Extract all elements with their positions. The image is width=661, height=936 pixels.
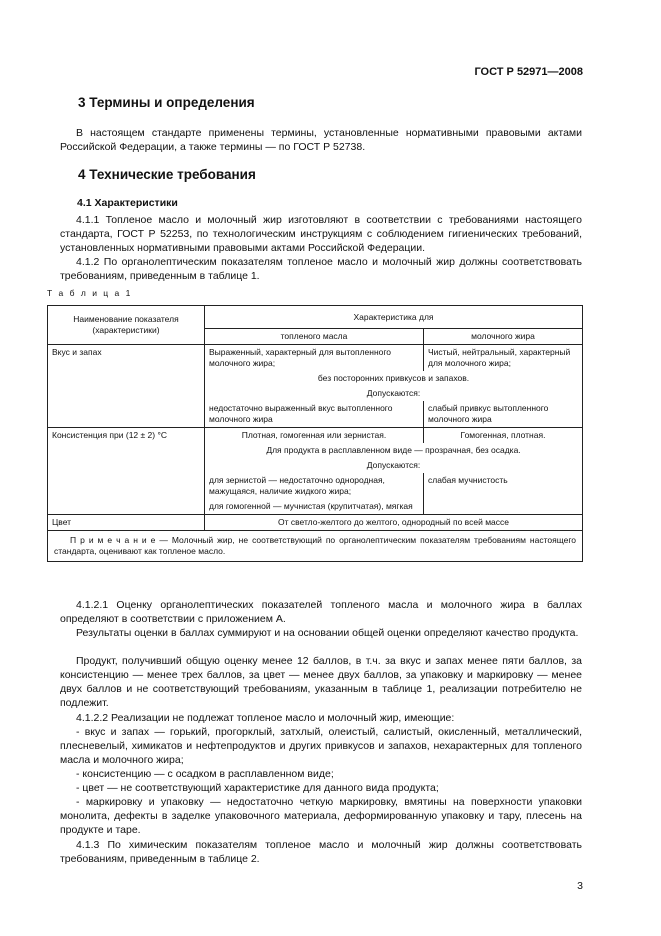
col-header-characteristic: Характеристика для bbox=[205, 306, 583, 329]
paragraph-4-1-2-2: 4.1.2.2 Реализации не подлежат топленое масло и молочный жир, имеющие: bbox=[76, 712, 455, 724]
list-item: - вкус и запах — горький, прогорклый, затхлый, олеистый, салистый, окисленный, металлический, плесневелый, химикатов и нефтепродуктов и других привкусов и запахов, нехарактерных для топленого масла и молочного жира; bbox=[60, 726, 582, 766]
color-value: От светло-желтого до желтого, однородный по всей массе bbox=[205, 515, 583, 531]
taste-fat: Чистый, нейтральный, характерный для молочного жира; bbox=[424, 345, 583, 372]
paragraph-results: Результаты оценки в баллах суммируют и на основании общей оценки определяют качество продукта. bbox=[76, 627, 579, 639]
col-header-butter: топленого масла bbox=[205, 329, 424, 345]
taste-fat-allowed: слабый привкус вытопленного молочного жира bbox=[424, 401, 583, 428]
paragraph-4-1-2-1: 4.1.2.1 Оценку органолептических показателей топленого масла и молочного жира в баллах определяют в соответствии с приложением А. bbox=[60, 599, 582, 625]
table-note-row bbox=[48, 531, 583, 562]
section-4-title: 4 Технические требования bbox=[78, 167, 256, 182]
consistency-fat: Гомогенная, плотная. bbox=[424, 428, 583, 444]
table-row bbox=[48, 428, 583, 444]
table-note: П р и м е ч а н и е — Молочный жир, не соответствующий по органолептическим показателям требованиям настоящего стандарта, оценивают как топленое масло. bbox=[48, 531, 583, 562]
col-header-fat: молочного жира bbox=[424, 329, 583, 345]
table-caption: Т а б л и ц а 1 bbox=[47, 288, 133, 298]
paragraph-4-1-1: 4.1.1 Топленое масло и молочный жир изготовляют в соответствии с требованиями настоящего стандарта, ГОСТ Р 52253, по технологическим инструкциям с соблюдением гигиенических требований, установленных нормативными правовыми актами Российской Федерации. bbox=[60, 214, 582, 254]
taste-common: без посторонних привкусов и запахов. bbox=[205, 371, 583, 386]
section-3-title: 3 Термины и определения bbox=[78, 95, 255, 110]
taste-allowed-label: Допускаются: bbox=[205, 386, 583, 401]
consistency-butter: Плотная, гомогенная или зернистая. bbox=[205, 428, 424, 444]
taste-butter: Выраженный, характерный для вытопленного молочного жира; bbox=[205, 345, 424, 372]
col-header-name: Наименование показателя (характеристики) bbox=[48, 306, 205, 345]
list-item: - консистенцию — с осадком в расплавленном виде; bbox=[76, 768, 334, 780]
list-item: - цвет — не соответствующий характеристике для данного вида продукта; bbox=[76, 782, 439, 794]
list-item: - маркировку и упаковку — недостаточно четкую маркировку, вмятины на поверхности упаковки монолита, дефекты в заделке упаковочного материала, деформированную упаковку и тару, плесень на продукте и таре. bbox=[60, 796, 582, 836]
table-row bbox=[48, 515, 583, 531]
subsection-4-1-title: 4.1 Характеристики bbox=[77, 197, 178, 209]
consistency-butter-allowed-1: для зернистой — недостаточно однородная, мажущаяся, наличие жидкого жира; bbox=[205, 473, 424, 499]
page-header: ГОСТ Р 52971—2008 bbox=[474, 66, 583, 78]
paragraph-product: Продукт, получивший общую оценку менее 12 баллов, в т.ч. за вкус и запах менее пяти баллов, за консистенцию — менее трех баллов, за цвет — менее двух баллов, за упаковку и маркировку — менее двух баллов и не соответствующий требованиям, указанным в таблице 1, реализации потребителю не подлежит. bbox=[60, 655, 582, 709]
section-3-text: В настоящем стандарте применены термины, установленные нормативными правовыми актами Российской Федерации, а также термины — по ГОСТ Р 52738. bbox=[60, 127, 582, 153]
paragraph-4-1-2: 4.1.2 По органолептическим показателям топленое масло и молочный жир должны соответствовать требованиям, приведенным в таблице 1. bbox=[60, 256, 582, 282]
taste-butter-allowed: недостаточно выраженный вкус вытопленного молочного жира bbox=[205, 401, 424, 428]
row-consistency-name: Консистенция при (12 ± 2) °С bbox=[48, 428, 205, 515]
consistency-allowed-label: Допускаются: bbox=[205, 458, 583, 473]
row-color-name: Цвет bbox=[48, 515, 205, 531]
row-taste-name: Вкус и запах bbox=[48, 345, 205, 428]
consistency-butter-allowed-2: для гомогенной — мучнистая (крупитчатая), мягкая bbox=[205, 499, 424, 515]
consistency-common: Для продукта в расплавленном виде — прозрачная, без осадка. bbox=[205, 443, 583, 458]
page-number: 3 bbox=[577, 880, 583, 892]
table-1 bbox=[47, 305, 583, 562]
table-row bbox=[48, 345, 583, 372]
consistency-fat-allowed: слабая мучнистость bbox=[424, 473, 583, 515]
table-header-row bbox=[48, 306, 583, 329]
paragraph-4-1-3: 4.1.3 По химическим показателям топленое масло и молочный жир должны соответствовать требованиям, приведенным в таблице 2. bbox=[60, 839, 582, 865]
